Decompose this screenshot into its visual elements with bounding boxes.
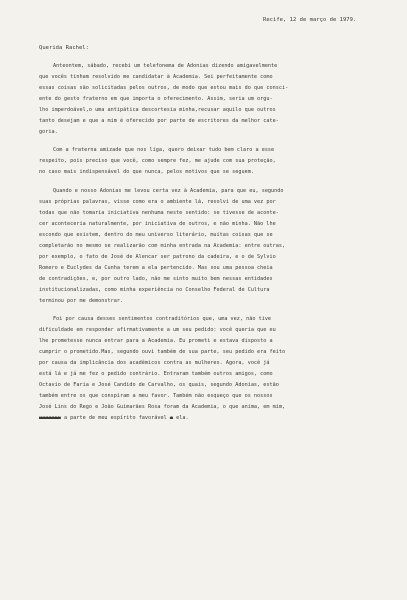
body-line: está lá e já me fez o pedido contrário. Entraram também outros amigos, como [39,371,273,377]
body-line: que vocês tinham resolvido me candidatar à Academia. Sei perfeitamente como [39,74,273,80]
dateline: Recife, 12 de março de 1979. [263,17,357,23]
body-line: também entre os que conspiram a meu favor. Também não esqueço que os nossos [39,393,273,399]
body-line: de contradições, e, por outro lado, não me sinto muito bem nessas entidades [39,276,273,282]
body-line: respeito, pois preciso que você, como sempre fez, me ajude com sua proteção, [39,158,276,164]
body-line-last [39,415,189,422]
body-line: Octavio de Faria e José Candido de Carvalho, os quais, segundo Adonias, estão [39,382,279,388]
body-line: lho imperdoável,o uma antipática descortesia minha,recusar aquilo que outros [39,107,276,113]
last-line-end: ela. [176,415,189,421]
body-line: Romero e Euclydes da Cunha terem a ela pertencido. Mas sou uma pessoa cheia [39,265,273,271]
body-line: goria. [39,129,58,135]
body-line: José Lins do Rego e João Guimarães Rosa foram da Academia, o que anima, em mim, [39,404,286,410]
body-line: por exemplo, o fato de José de Alencar ser patrono da cadeira, e o de Sylvio [39,254,276,260]
body-line: escondo que existem, dentro do meu universo literário, muitas coisas que se [39,232,273,238]
body-line: todas que não tomaria iniciativa nenhuma neste sentido: se tivesse de aconte- [39,210,279,216]
body-line: suas próprias palavras, visse como era o ambiente lá, resolvi de uma vez por [39,199,276,205]
struck-text: xxxxxxx [39,415,61,421]
last-line-text: a parte de meu espírito favorável [63,415,167,421]
body-line: institucionalizadas, como minha experiência no Conselho Federal de Cultura [39,287,270,293]
body-line: dificuldade em responder afirmativamente a um seu pedido: você queria que eu [39,327,276,333]
struck-text-2: a [169,415,173,421]
body-line: Quando e nosso Adonias me levou certa vez à Academia, para que eu, segundo [53,188,284,194]
body-line: completarão no mesmo se realizarão com minha entrada na Academia: entre outras, [39,243,286,249]
body-line: Foi por causa desses sentimentos contraditórios que, uma vez, não tive [53,316,272,322]
body-line: cumprir o prometido.Mas, segundo ouvi também de sua parte, seu pedido era feito [39,349,286,355]
body-line: Com a fraterna amizade que nos liga, quero deixar tudo bem claro a esse [53,147,275,153]
body-line: ente do gesto fraterno em que importa o oferecimento. Assim, seria um orgu- [39,96,273,102]
salutation: Querida Rachel: [39,45,89,51]
body-line: cer aconteceria naturalmente, por iniciativa de outros, e não minha. Não lhe [39,221,276,227]
body-line: tanto desejam e que a mim é oferecido por parte de escritores da melhor cate- [39,118,279,124]
body-line: no caso mais indispensável do que nunca, pelos motivos que se seguem. [39,169,254,175]
body-line: por causa da implicância dos acadêmicos contra as mulheres. Agora, você já [39,360,270,366]
body-line: Anteontem, sábado, recebi um telefonema de Adonias dizendo amigavelmente [53,63,278,69]
body-line: terminou por me demonstrar. [39,298,124,304]
body-line: essas coisas são solicitadas pelos outros, de modo que estou mais do que consci- [39,85,289,91]
body-line: lhe prometesse nunca entrar para a Academia. Eu prometi e estava disposto a [39,338,273,344]
